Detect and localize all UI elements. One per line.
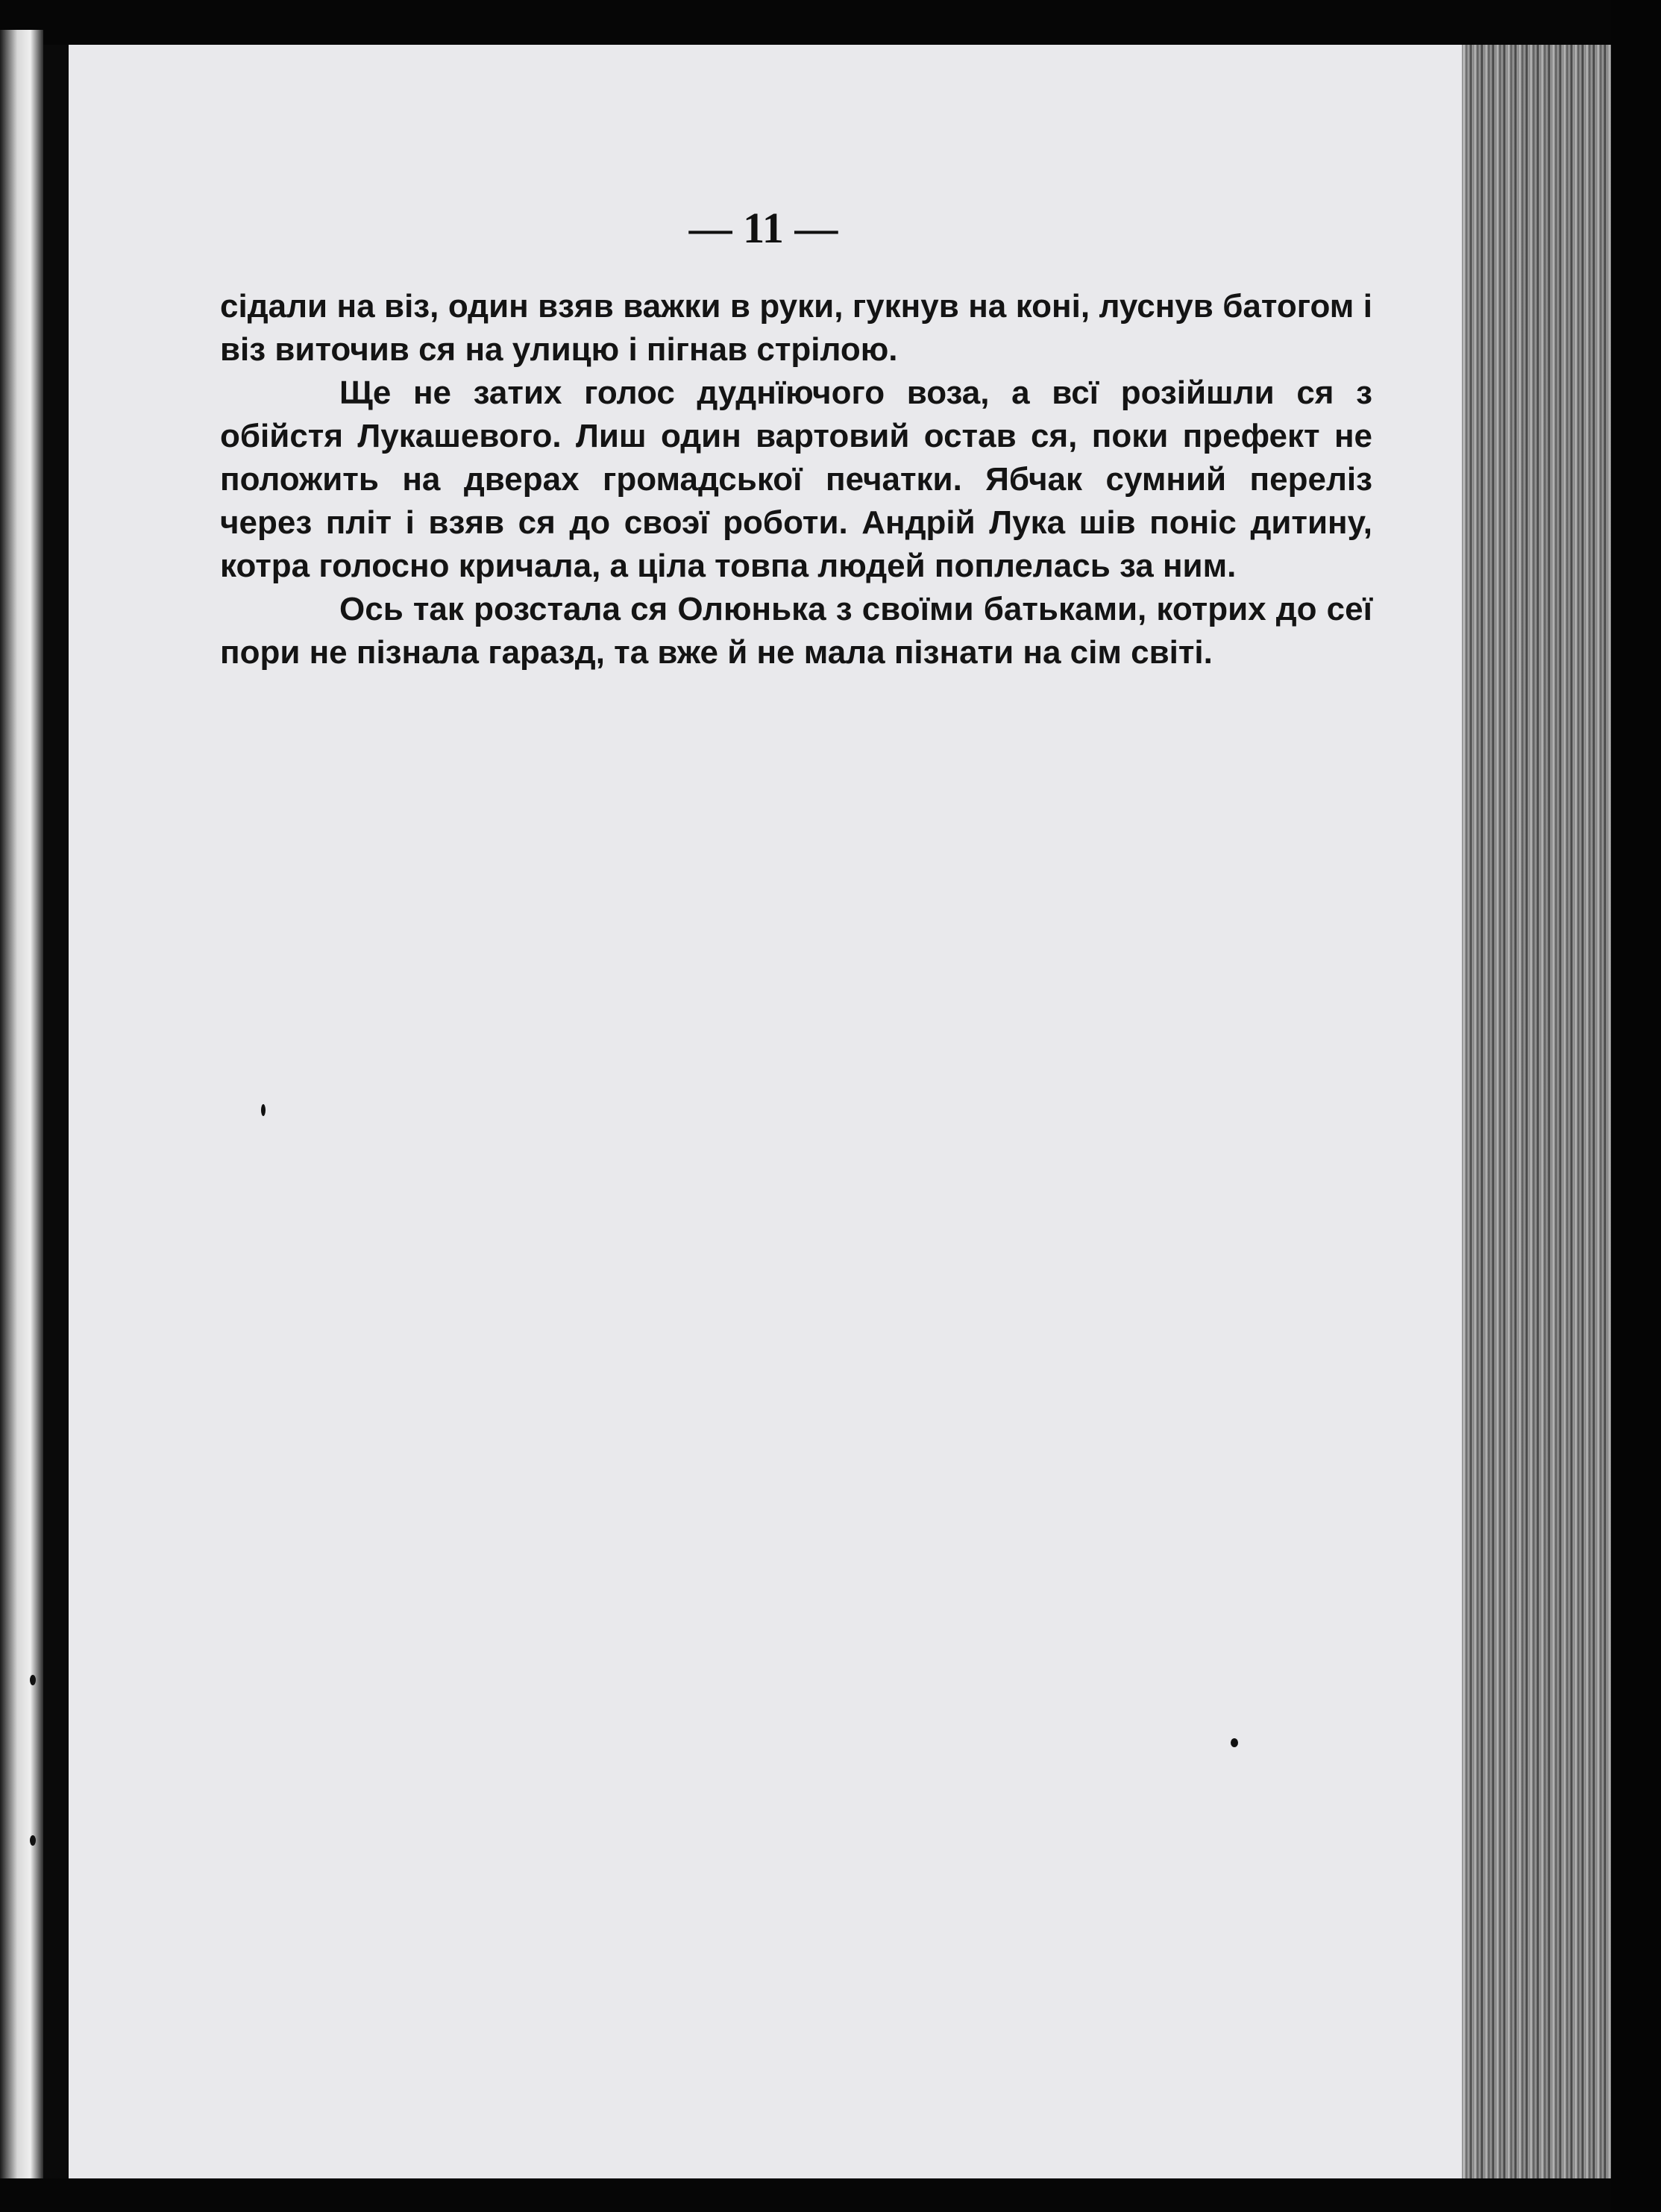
paragraph-3: Ось так розстала ся Олюнька з своїми батьками, котрих до сеї пори не пізнала гаразд, та вже й не мала пізнати на сім світі. bbox=[220, 591, 1372, 671]
ink-speck bbox=[1231, 1738, 1238, 1747]
paragraph-1: сідали на віз, один взяв важки в руки, гукнув на коні, луснув батогом і віз виточив ся на улицю і пігнав стрілою. bbox=[220, 288, 1372, 368]
body-text bbox=[220, 285, 1372, 674]
left-page-edge bbox=[0, 30, 43, 2178]
ink-speck bbox=[30, 1835, 36, 1846]
ink-speck bbox=[30, 1675, 36, 1685]
paragraph-2: Ще не затих голос дуднїючого воза, а всї розійшли ся з обійстя Лукашевого. Лиш один вартовий остав ся, поки префект не положить на дверах громадської печатки. Ябчак сумний переліз через пліт і взяв ся до своэї роботи. Андрій Лука шів поніс дитину, котра голосно кричала, а ціла товпа людей поплелась за ним. bbox=[220, 375, 1372, 584]
ink-speck bbox=[261, 1104, 266, 1116]
page-stack-edges bbox=[1462, 45, 1611, 2178]
right-background bbox=[1611, 0, 1661, 2212]
book-spine bbox=[43, 45, 69, 2178]
page-number: — 11 — bbox=[688, 204, 838, 252]
